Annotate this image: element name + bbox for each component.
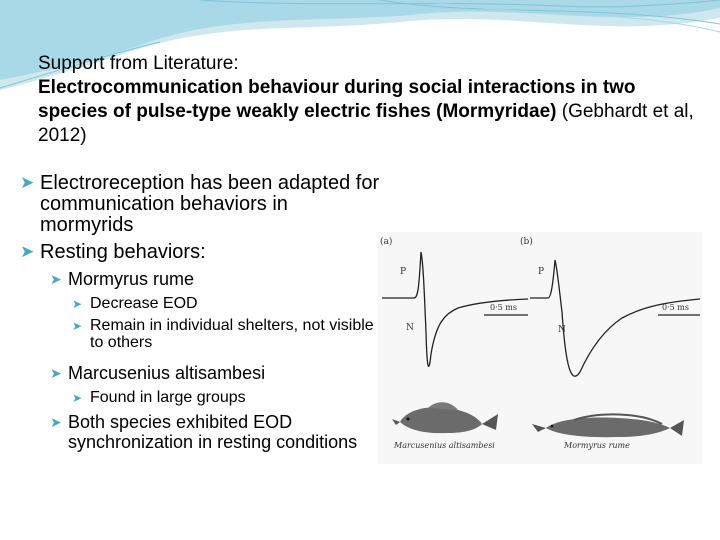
bullet-large-groups: [72, 389, 380, 406]
bullet-arrow-icon: ➤: [20, 242, 35, 261]
panel-a-peak-n: N: [406, 323, 414, 333]
bullet-arrow-icon: ➤: [72, 391, 83, 405]
bullet-shelters: [72, 317, 380, 351]
bullet-arrow-icon: ➤: [50, 414, 62, 430]
bullet-text: Mormyrus rume: [68, 269, 195, 289]
bullet-resting: [20, 242, 380, 263]
bullet-list: [20, 173, 380, 458]
bullet-decrease-eod: [72, 295, 380, 312]
bullet-arrow-icon: ➤: [72, 297, 83, 311]
title-heading: Support from Literature:: [38, 53, 239, 74]
panel-b-label: (b): [520, 237, 533, 247]
paper-title: Electrocommunication behaviour during social interactions in two species of pulse-type weakly electric fishes (Mormyridae): [38, 77, 636, 122]
panel-a-peak-p: P: [400, 267, 407, 277]
bullet-text: Electroreception has been adapted for communication behaviors in mormyrids: [40, 172, 380, 236]
bullet-electroreception: [20, 173, 380, 236]
species-b-label: Mormyrus rume: [564, 441, 630, 450]
paper-citation: (Gebhardt et al, 2012): [38, 101, 694, 146]
bullet-text: Decrease EOD: [90, 295, 198, 312]
panel-b-peak-n: N: [558, 325, 566, 335]
bullet-text: Resting behaviors:: [40, 241, 206, 263]
bullet-text: Found in large groups: [90, 389, 246, 406]
bullet-arrow-icon: ➤: [50, 271, 62, 287]
bullet-arrow-icon: ➤: [50, 365, 62, 381]
panel-a-scale-label: 0·5 ms: [490, 303, 517, 312]
bullet-arrow-icon: ➤: [20, 173, 35, 192]
eod-waveform-figure: [378, 232, 702, 464]
bullet-text: Remain in individual shelters, not visible to others: [90, 317, 374, 351]
bullet-text: Marcusenius altisambesi: [68, 363, 266, 383]
bullet-synchronization: [50, 412, 380, 452]
bullet-marcusenius: [50, 363, 380, 383]
bullet-text: Both species exhibited EOD synchronization in resting conditions: [68, 412, 358, 452]
bullet-arrow-icon: ➤: [72, 319, 83, 333]
species-a-label: Marcusenius altisambesi: [394, 441, 495, 450]
panel-a-label: (a): [380, 237, 393, 247]
slide-title: [38, 52, 708, 148]
panel-b-scale-label: 0·5 ms: [662, 303, 689, 312]
panel-b-peak-p: P: [538, 267, 545, 277]
bullet-mormyrus: [50, 269, 380, 289]
title-paper: [38, 76, 708, 148]
